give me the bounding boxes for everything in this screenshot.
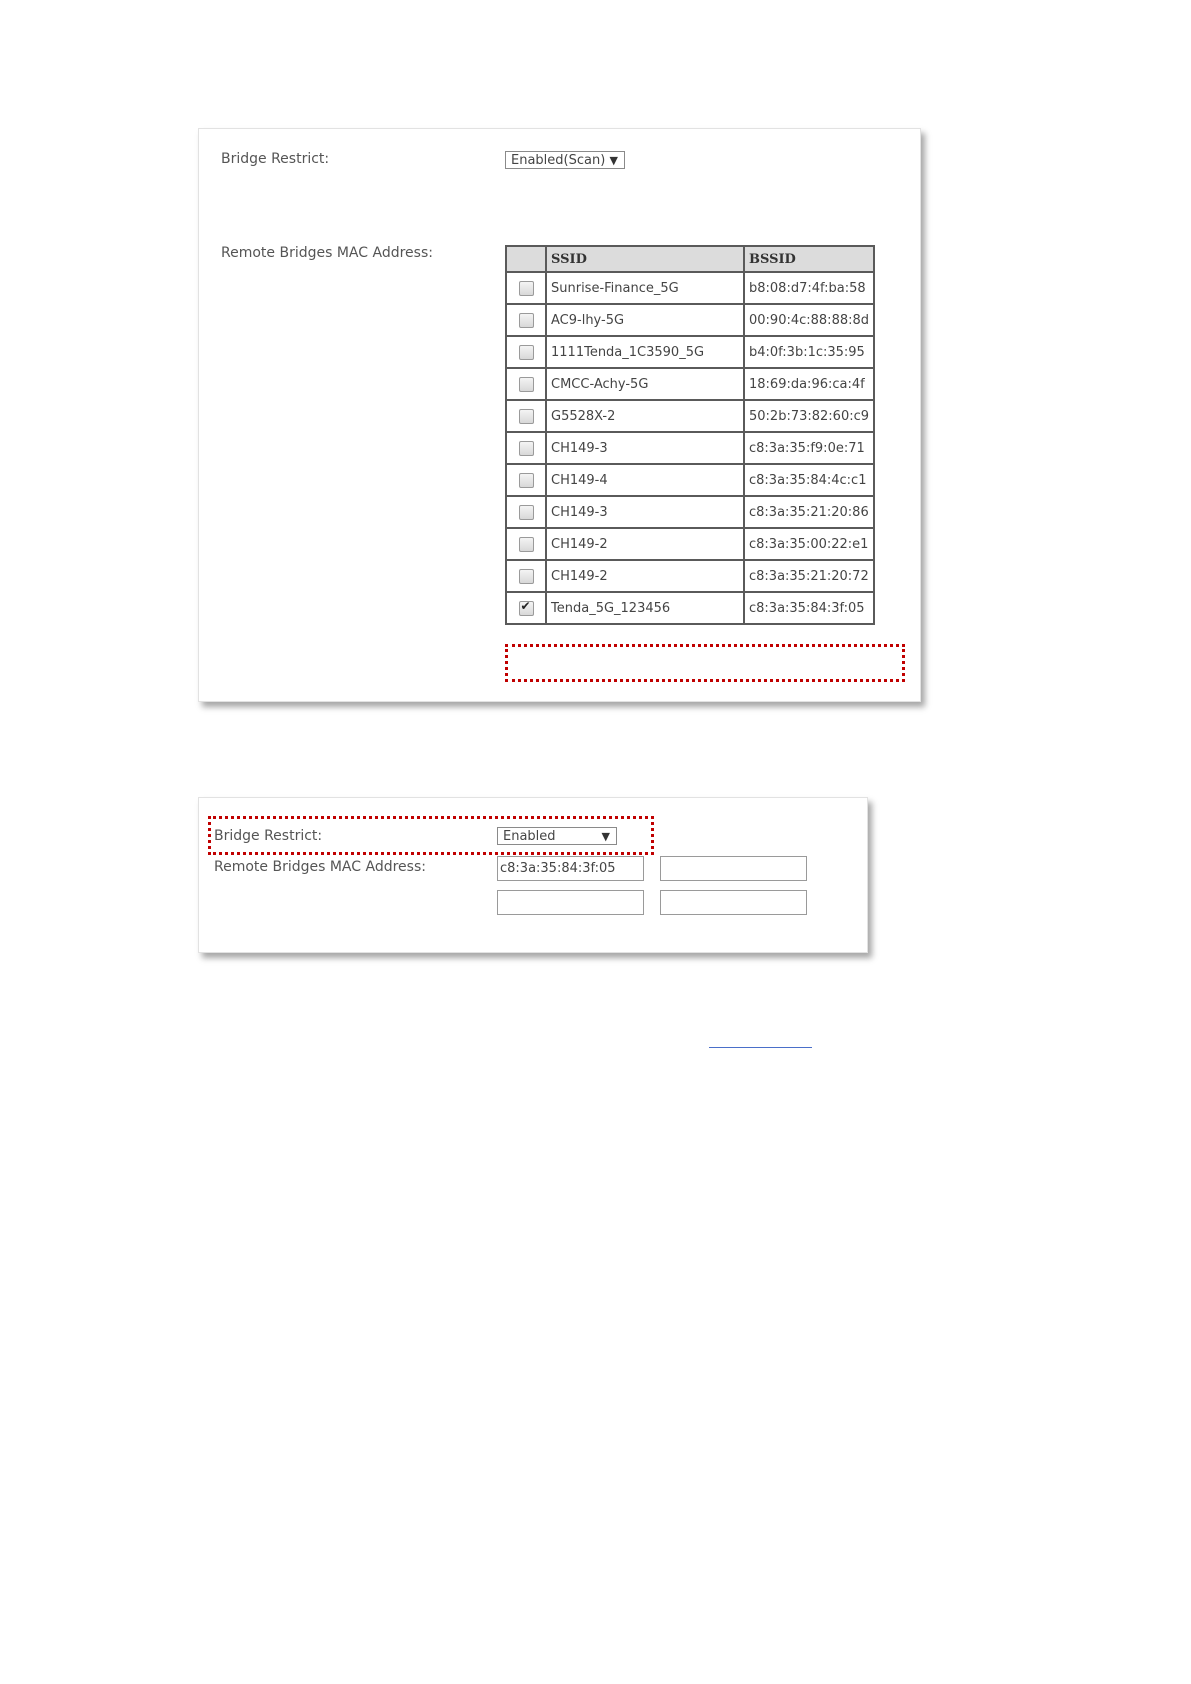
row-checkbox-cell	[506, 592, 546, 624]
table-row[interactable]	[506, 560, 874, 592]
ssid-cell: 1111Tenda_1C3590_5G	[546, 336, 744, 368]
ssid-cell: Tenda_5G_123456	[546, 592, 744, 624]
row-checkbox[interactable]	[519, 537, 534, 552]
ssid-cell: CH149-2	[546, 560, 744, 592]
table-row[interactable]	[506, 400, 874, 432]
table-header-row	[506, 246, 874, 272]
table-row[interactable]	[506, 464, 874, 496]
bssid-cell: b8:08:d7:4f:ba:58	[744, 272, 874, 304]
bssid-cell: b4:0f:3b:1c:35:95	[744, 336, 874, 368]
row-checkbox[interactable]	[519, 505, 534, 520]
bridge-restrict-label-2: Bridge Restrict:	[214, 828, 323, 844]
mac-address-input-3[interactable]	[497, 890, 644, 915]
triangle-down-icon: ▼	[609, 154, 618, 167]
triangle-down-icon: ▼	[601, 830, 610, 843]
row-checkbox[interactable]	[519, 601, 534, 616]
row-checkbox[interactable]	[519, 441, 534, 456]
bssid-cell: c8:3a:35:00:22:e1	[744, 528, 874, 560]
row-checkbox-cell	[506, 464, 546, 496]
ssid-cell: CMCC-Achy-5G	[546, 368, 744, 400]
ssid-cell: Sunrise-Finance_5G	[546, 272, 744, 304]
remote-bridges-label-2: Remote Bridges MAC Address:	[214, 859, 426, 875]
mac-address-input-2[interactable]	[660, 856, 807, 881]
bssid-cell: 00:90:4c:88:88:8d	[744, 304, 874, 336]
mac-address-input-1[interactable]	[497, 856, 644, 881]
bridge-restrict-label: Bridge Restrict:	[221, 151, 330, 167]
remote-bridges-label: Remote Bridges MAC Address:	[221, 245, 433, 261]
bridge-scan-panel	[198, 128, 921, 702]
row-checkbox-cell	[506, 368, 546, 400]
row-checkbox-cell	[506, 304, 546, 336]
row-checkbox-cell	[506, 560, 546, 592]
bssid-cell: 18:69:da:96:ca:4f	[744, 368, 874, 400]
row-checkbox[interactable]	[519, 345, 534, 360]
row-checkbox-cell	[506, 400, 546, 432]
row-checkbox[interactable]	[519, 281, 534, 296]
mac-address-input-4[interactable]	[660, 890, 807, 915]
header-ssid: SSID	[546, 246, 744, 272]
table-row[interactable]	[506, 368, 874, 400]
bssid-cell: c8:3a:35:f9:0e:71	[744, 432, 874, 464]
row-checkbox[interactable]	[519, 377, 534, 392]
bssid-cell: c8:3a:35:84:4c:c1	[744, 464, 874, 496]
table-row[interactable]	[506, 272, 874, 304]
ssid-cell: G5528X-2	[546, 400, 744, 432]
table-row[interactable]	[506, 496, 874, 528]
scan-results-table	[505, 245, 875, 625]
row-checkbox[interactable]	[519, 313, 534, 328]
table-row[interactable]	[506, 336, 874, 368]
bridge-enabled-panel	[198, 797, 868, 953]
ssid-cell: CH149-4	[546, 464, 744, 496]
header-checkbox-col	[506, 246, 546, 272]
bridge-restrict-select-2[interactable]	[497, 827, 617, 845]
bssid-cell: c8:3a:35:84:3f:05	[744, 592, 874, 624]
ssid-cell: CH149-3	[546, 496, 744, 528]
bssid-cell: c8:3a:35:21:20:72	[744, 560, 874, 592]
table-row[interactable]	[506, 432, 874, 464]
bridge-restrict-value: Enabled(Scan)	[511, 153, 606, 168]
bridge-restrict-value-2: Enabled	[503, 829, 556, 844]
bridge-restrict-select[interactable]	[505, 151, 625, 169]
ssid-cell: CH149-2	[546, 528, 744, 560]
row-checkbox-cell	[506, 528, 546, 560]
header-bssid: BSSID	[744, 246, 874, 272]
row-checkbox[interactable]	[519, 409, 534, 424]
row-checkbox-cell	[506, 496, 546, 528]
table-row[interactable]	[506, 304, 874, 336]
row-checkbox-cell	[506, 272, 546, 304]
ssid-cell: CH149-3	[546, 432, 744, 464]
selected-row-highlight	[505, 644, 905, 682]
table-row[interactable]	[506, 592, 874, 624]
table-row[interactable]	[506, 528, 874, 560]
hyperlink-underline[interactable]	[709, 1047, 812, 1048]
row-checkbox-cell	[506, 336, 546, 368]
row-checkbox-cell	[506, 432, 546, 464]
bssid-cell: c8:3a:35:21:20:86	[744, 496, 874, 528]
ssid-cell: AC9-lhy-5G	[546, 304, 744, 336]
row-checkbox[interactable]	[519, 569, 534, 584]
row-checkbox[interactable]	[519, 473, 534, 488]
bssid-cell: 50:2b:73:82:60:c9	[744, 400, 874, 432]
